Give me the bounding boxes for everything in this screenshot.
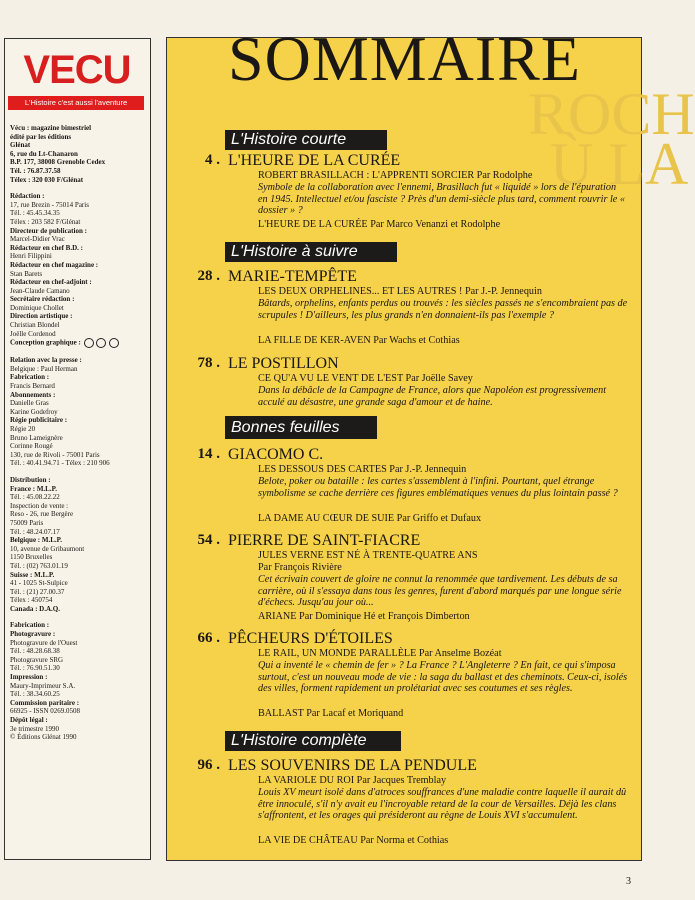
masthead-line: Jean-Claude Camano: [10, 286, 70, 295]
entry-comic-title: LA FILLE DE KER-AVEN Par Wachs et Cothias: [258, 334, 460, 346]
masthead-line: 10, avenue de Gribaumont: [10, 544, 85, 553]
masthead-line: Dominique Chollet: [10, 303, 64, 312]
vecu-logo: [8, 40, 146, 118]
masthead-heading: Direction artistique :: [10, 312, 73, 321]
entry-title: GIACOMO C.: [228, 446, 324, 463]
masthead-gap: [10, 468, 144, 476]
masthead-line: 17, rue Brezin - 75014 Paris: [10, 200, 89, 209]
masthead-line: Tél. : (02) 763.01.19: [10, 561, 68, 570]
entry-title: L'HEURE DE LA CURÉE: [228, 152, 401, 169]
smiley-icon: [96, 338, 106, 348]
masthead-line: Inspection de vente :: [10, 501, 69, 510]
masthead-heading: Rédacteur en chef-adjoint :: [10, 278, 92, 287]
entry-title: MARIE-TEMPÊTE: [228, 268, 357, 285]
masthead-line: 66925 - ISSN 0269.0508: [10, 707, 81, 716]
logo-tagline: L'Histoire c'est aussi l'aventure: [8, 96, 144, 110]
entry-description: Dans la débâcle de la Campagne de France, alors que Napoléon est progressivement acculé au désastre, une grande saga d'amour et de haine.: [258, 385, 607, 408]
entry-page-number: 4 .: [205, 152, 220, 168]
masthead-line: Henri Filippini: [10, 252, 52, 261]
masthead-heading: Belgique : M.L.P.: [10, 536, 63, 545]
masthead-line: Tél. : 38.34.60.25: [10, 690, 60, 699]
entry-description: Cet écrivain couvert de gloire ne connut la renommée que tardivement. Les débuts de sa carrière, où il s'essaya dans tous les genres, furent d'abord marqués par une longue série d'échecs. Jusqu'au jour où...: [258, 574, 622, 609]
masthead-line: 75009 Paris: [10, 518, 44, 527]
entry-page-number: 28 .: [197, 268, 220, 284]
section-band-histoire-courte: L'Histoire courte: [225, 130, 387, 150]
entry-article-title: LES DESSOUS DES CARTES Par J.-P. Jennequin: [258, 464, 467, 475]
masthead-line: Photogravure SRG: [10, 655, 64, 664]
entry-description: Symbole de la collaboration avec l'ennemi, Brasillach fut « liquidé » lors de l'épuration en 1945. Intellectuel et/ou fasciste ? Près d'un demi-siècle plus tard, comment rouvrir le « dossier » ?: [258, 182, 625, 217]
masthead-line: Tél. : 76.90.51.30: [10, 664, 60, 673]
masthead-heading: B.P. 177, 38008 Grenoble Cedex: [10, 158, 106, 167]
masthead-heading: Conception graphique :: [10, 338, 144, 348]
entry-page-number: 54 .: [197, 532, 220, 548]
entry-title: LE POSTILLON: [228, 355, 339, 372]
entry-title: LES SOUVENIRS DE LA PENDULE: [228, 757, 477, 774]
masthead-credits: [10, 124, 144, 742]
pale-title-line-1: ROCH: [528, 81, 695, 147]
entry-comic-title: LA VIE DE CHÂTEAU Par Norma et Cothias: [258, 835, 449, 847]
entry-description: Belote, poker ou bataille : les cartes s'assemblent à l'infini. Pourtant, quel étrange symbolisme se cache derrière ces figures emblématiques venues du plus lointain passé ?: [258, 476, 618, 499]
masthead-heading: Relation avec la presse :: [10, 356, 82, 365]
masthead-heading: Tél. : 76.87.37.58: [10, 166, 61, 175]
masthead-line: Tél. : 40.41.94.71 - Télex : 210 906: [10, 459, 110, 468]
entry-description: Bâtards, orphelins, enfants perdus ou trouvés : les siècles passés ne s'encombraient pas de scrupules ! D'ailleurs, les plus grands n'en donnaient-ils pas l'exemple ?: [258, 298, 628, 321]
entry-comic-title: LA DAME AU CŒUR DE SUIE Par Griffo et Dufaux: [258, 512, 482, 524]
masthead-heading: Impression :: [10, 673, 48, 682]
masthead-line: 1150 Bruxelles: [10, 553, 53, 562]
masthead-line: Bruno Lameignère: [10, 433, 63, 442]
masthead-gap: [10, 184, 144, 192]
masthead-heading: Rédacteur en chef magazine :: [10, 260, 99, 269]
masthead-line: Télex : 203 582 F/Glénat: [10, 217, 81, 226]
masthead-heading: Photogravure :: [10, 630, 56, 639]
entry-article-title: CE QU'A VU LE VENT DE L'EST Par Joëlle Savey: [258, 373, 473, 384]
masthead-heading: Suisse : M.L.P.: [10, 570, 55, 579]
masthead-line: Francis Bernard: [10, 382, 55, 391]
masthead-line: Régie 20: [10, 425, 36, 433]
masthead-heading: France : M.L.P.: [10, 484, 57, 493]
masthead-heading: Distribution :: [10, 475, 51, 484]
masthead-heading: Commission paritaire :: [10, 698, 80, 707]
entry-title: PÊCHEURS D'ÉTOILES: [228, 630, 393, 647]
masthead-line: Corinne Rougé: [10, 442, 53, 451]
masthead-line: Tél. : (21) 27.00.37: [10, 587, 65, 596]
masthead-line: Maury-Imprimeur S.A.: [10, 681, 76, 690]
masthead-line: Tél. : 45.08.22.22: [10, 493, 60, 502]
entry-page-number: 66 .: [197, 630, 220, 646]
entry-title: PIERRE DE SAINT-FIACRE: [228, 532, 421, 549]
masthead-line: 3e trimestre 1990: [10, 724, 59, 733]
masthead-line: Christian Blondel: [10, 321, 60, 330]
logo-wordmark: VECU: [23, 48, 131, 92]
entry-article-title: ROBERT BRASILLACH : L'APPRENTI SORCIER Par Rodolphe: [258, 170, 533, 181]
masthead-gap: [10, 348, 144, 356]
masthead-line: Photogravure de l'Ouest: [10, 638, 78, 647]
masthead-heading: Vécu : magazine bimestriel: [10, 124, 92, 132]
entry-page-number: 14 .: [197, 446, 220, 462]
masthead-heading: Fabrication :: [10, 621, 50, 630]
masthead-heading: Régie publicitaire :: [10, 416, 68, 425]
entry-article-title: LES DEUX ORPHELINES... ET LES AUTRES ! Par J.-P. Jennequin: [258, 286, 542, 297]
entry-article-author: Par François Rivière: [258, 562, 342, 573]
smiley-icon: [84, 338, 94, 348]
masthead-heading: Rédaction :: [10, 192, 45, 201]
masthead-heading: Canada : D.A.Q.: [10, 604, 60, 613]
masthead-heading: Fabrication :: [10, 373, 50, 382]
page-title: SOMMAIRE: [228, 23, 581, 94]
masthead-heading: Directeur de publication :: [10, 226, 87, 235]
entry-comic-title: L'HEURE DE LA CURÉE Par Marco Venanzi et Rodolphe: [258, 218, 501, 230]
entry-article-title: LA VARIOLE DU ROI Par Jacques Tremblay: [258, 775, 447, 786]
masthead-heading: Abonnements :: [10, 390, 56, 399]
entry-comic-title: ARIANE Par Dominique Hé et François Dimberton: [258, 610, 470, 622]
masthead-line: © Éditions Glénat 1990: [10, 733, 77, 742]
masthead-gap: [10, 613, 144, 621]
entry-comic-title: BALLAST Par Lacaf et Moriquand: [258, 708, 404, 720]
entry-description: Qui a inventé le « chemin de fer » ? La France ? L'Angleterre ? En fait, ce qui s'imposa surtout, c'est un nouveau mode de vie : la saga du ballast et des cheminots. Ceux-ci, isolés des villes, forment rapidement un prolétariat avec ses coutumes et ses règles.: [258, 660, 628, 695]
page-number: 3: [626, 876, 631, 887]
entry-page-number: 96 .: [197, 757, 220, 773]
masthead-line: Danielle Gras: [10, 399, 49, 408]
section-band-bonnes-feuilles: Bonnes feuilles: [225, 416, 377, 439]
masthead-line: Marcel-Didier Vrac: [10, 235, 65, 244]
section-band-histoire-a-suivre: L'Histoire à suivre: [225, 242, 397, 262]
entry-page-number: 78 .: [197, 355, 220, 371]
masthead-heading: Secrétaire rédaction :: [10, 295, 75, 304]
masthead-line: Tél. : 48.28.68.38: [10, 647, 60, 656]
entry-article-title: LE RAIL, UN MONDE PARALLÈLE Par Anselme Bozéat: [258, 648, 502, 659]
masthead-line: 41 - 1025 St-Sulpice: [10, 579, 68, 588]
entry-article-title: JULES VERNE EST NÉ À TRENTE-QUATRE ANS: [258, 550, 478, 561]
masthead-heading: édité par les éditions: [10, 132, 72, 141]
entry-description: Louis XV meurt isolé dans d'atroces souffrances d'une maladie contre laquelle il aurait dû être innoculé, s'il n'y avait eu l'incroyable retard de la cour de Versailles. Déjà les clans s'affrontent, et les orages qui présideront au règne de Louis XVI s'accumulent.: [258, 787, 627, 822]
smiley-icon: [109, 338, 119, 348]
masthead-line: Joëlle Cordenod: [10, 329, 56, 338]
masthead-heading: Dépôt légal :: [10, 716, 48, 724]
masthead-heading: 6, rue du Lt-Chanaron: [10, 149, 78, 158]
masthead-line: 130, rue de Rivoli - 75001 Paris: [10, 450, 100, 459]
masthead-line: Karine Godefroy: [10, 407, 58, 416]
masthead-line: Stan Barets: [10, 269, 43, 278]
section-band-histoire-complete: L'Histoire complète: [225, 731, 401, 751]
masthead-heading: Rédacteur en chef B.D. :: [10, 243, 83, 252]
masthead-heading: Télex : 320 030 F/Glénat: [10, 175, 84, 184]
pale-title-line-2: Ù LA: [550, 131, 689, 197]
masthead-line: Reso - 26, rue Bergère: [10, 510, 74, 519]
masthead-line: Belgique : Paul Herman: [10, 364, 78, 373]
masthead-line: Télex : 450754: [10, 596, 53, 605]
masthead-heading: Glénat: [10, 141, 31, 150]
masthead-line: Tél. : 45.45.34.35: [10, 209, 60, 218]
masthead-line: Tél. : 48.24.07.17: [10, 527, 60, 536]
